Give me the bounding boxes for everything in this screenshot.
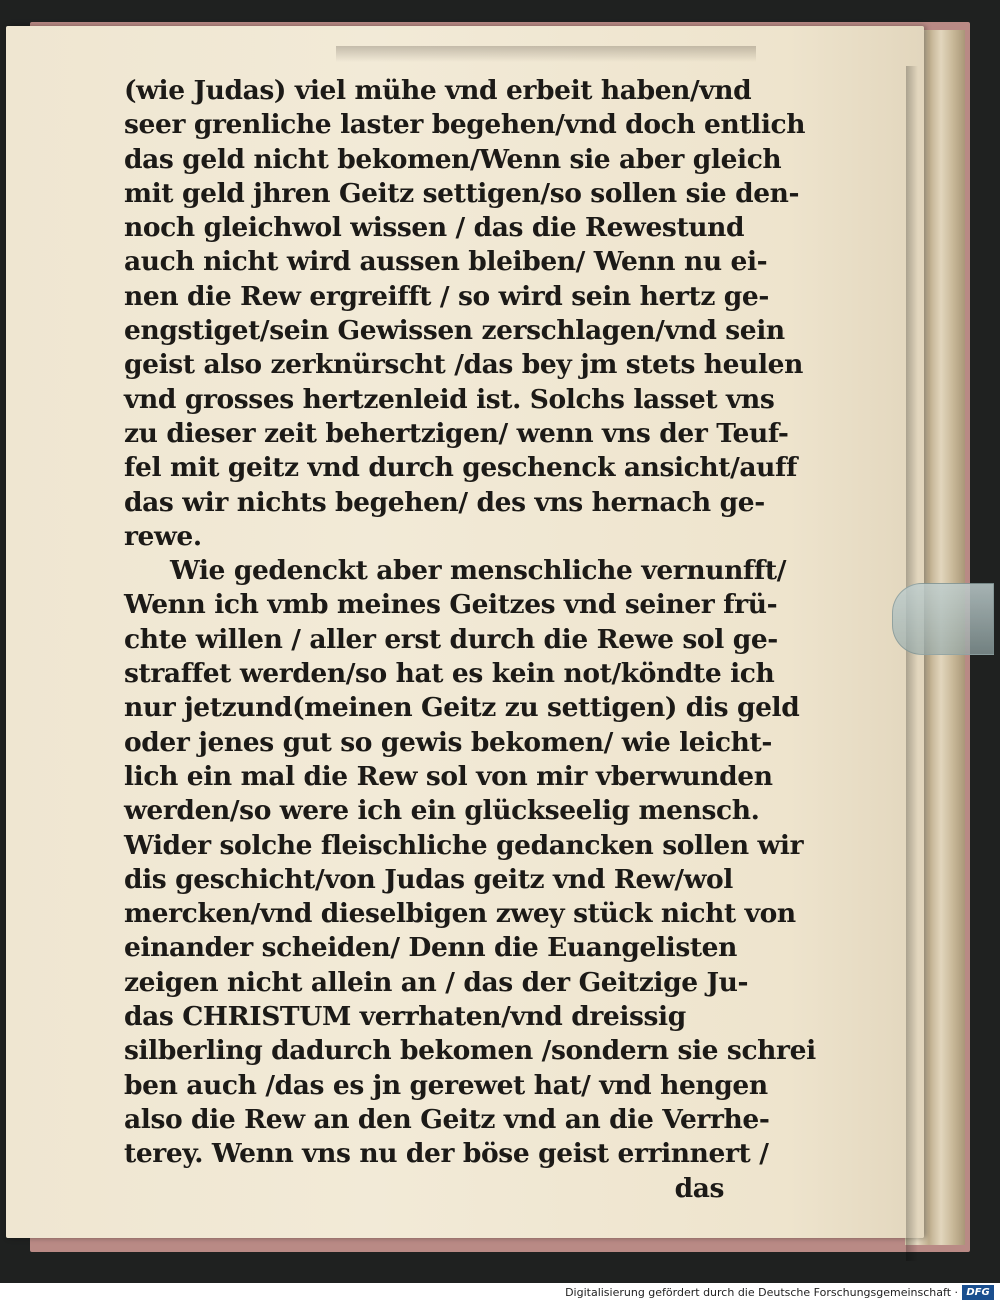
text-line: vnd grosses hertzenleid ist. Solchs lasset vns — [124, 383, 775, 415]
text-line: werden/so were ich ein glückseelig mensch. — [124, 795, 760, 827]
catchword: das — [674, 1172, 724, 1204]
text-line: das geld nicht bekomen/Wenn sie aber gleich — [124, 143, 782, 175]
text-line: mercken/vnd dieselbigen zwey stück nicht von — [124, 898, 796, 930]
text-line: auch nicht wird aussen bleiben/ Wenn nu ei- — [124, 246, 768, 278]
text-line: (wie Judas) viel mühe vnd erbeit haben/vnd — [124, 75, 752, 106]
page-text — [124, 74, 816, 1206]
gutter-shadow — [906, 66, 918, 1261]
text-line: mit geld jhren Geitz settigen/so sollen sie den- — [124, 177, 800, 209]
text-line: das CHRISTUM verrhaten/vnd dreissig — [124, 1001, 686, 1033]
text-line: nen die Rew ergreifft / so wird sein hertz ge- — [124, 280, 769, 312]
text-line: geist also zerknürscht /das bey jm stets heulen — [124, 349, 803, 381]
text-line: seer grenliche laster begehen/vnd doch entlich — [124, 109, 806, 141]
text-line: ben auch /das es jn gerewet hat/ vnd hengen — [124, 1069, 768, 1101]
text-line: silberling dadurch bekomen /sondern sie schrei — [124, 1035, 816, 1067]
text-line: terey. Wenn vns nu der böse geist errinnert / — [124, 1138, 769, 1170]
text-line: zeigen nicht allein an / das der Geitzige Ju- — [124, 966, 749, 998]
text-line: fel mit geitz vnd durch geschenck ansicht/auff — [124, 452, 798, 484]
text-line: zu dieser zeit behertzigen/ wenn vns der Teuf- — [124, 417, 789, 449]
text-line: Wie gedenckt aber menschliche vernunfft/ — [170, 555, 787, 587]
text-line: Wider solche fleischliche gedancken sollen wir — [124, 829, 804, 861]
dfg-logo-icon[interactable]: DFG — [962, 1285, 994, 1300]
footer-credit: Digitalisierung gefördert durch die Deutsche Forschungsgemeinschaft · — [565, 1286, 958, 1299]
bleed-through — [336, 46, 756, 62]
text-line: noch gleichwol wissen / das die Rewestund — [124, 212, 745, 244]
text-line: rewe. — [124, 520, 202, 552]
text-line: lich ein mal die Rew sol von mir vberwunden — [124, 760, 773, 792]
bookmark-tab — [892, 583, 994, 655]
text-line: das wir nichts begehen/ des vns hernach ge- — [124, 486, 765, 518]
text-line: also die Rew an den Geitz vnd an die Verrhe- — [124, 1103, 770, 1135]
book-page — [6, 26, 924, 1238]
text-line: Wenn ich vmb meines Geitzes vnd seiner frü- — [124, 589, 778, 621]
text-line: engstiget/sein Gewissen zerschlagen/vnd sein — [124, 315, 785, 347]
text-line: nur jetzund(meinen Geitz zu settigen) dis geld — [124, 692, 800, 724]
text-line: straffet werden/so hat es kein not/köndte ich — [124, 658, 775, 690]
text-line: chte willen / aller erst durch die Rewe sol ge- — [124, 623, 778, 655]
text-line: oder jenes gut so gewis bekomen/ wie leicht- — [124, 726, 772, 758]
text-line: dis geschicht/von Judas geitz vnd Rew/wol — [124, 863, 733, 895]
text-line: einander scheiden/ Denn die Euangelisten — [124, 932, 738, 964]
